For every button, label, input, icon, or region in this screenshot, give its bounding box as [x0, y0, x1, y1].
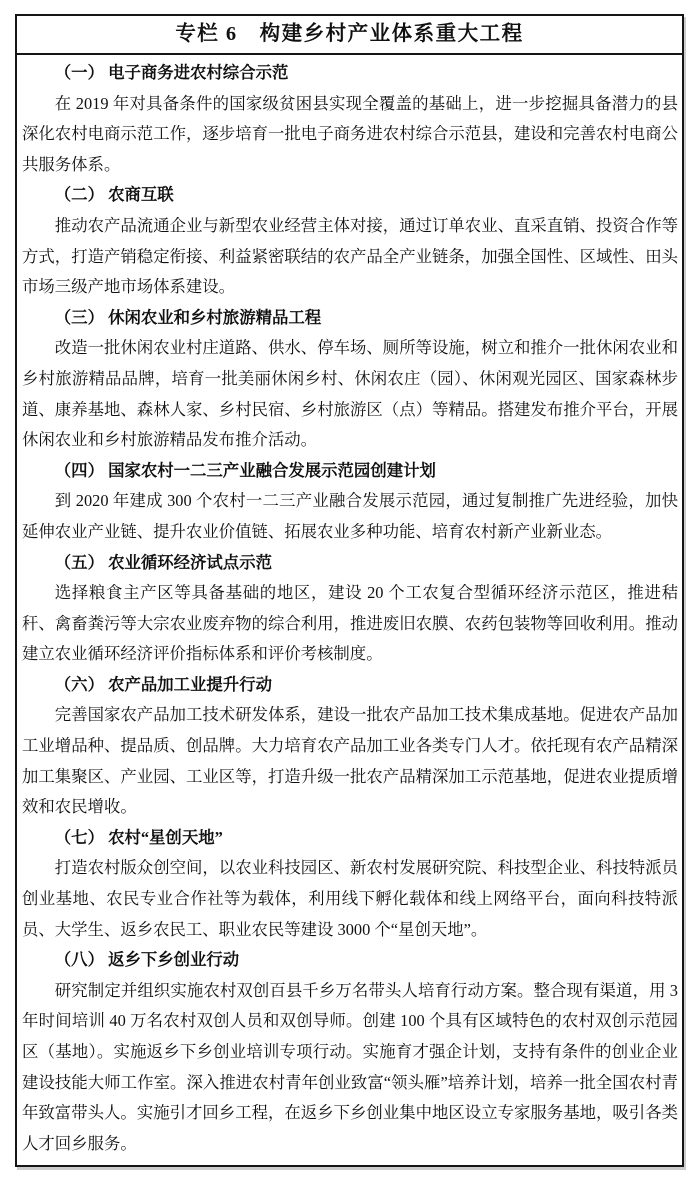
column-6-textbox	[15, 14, 684, 1167]
section-1-paragraph: 在 2019 年对具备条件的国家级贫困县实现全覆盖的基础上，进一步挖掘具备潜力的县深化农村电商示范工作，逐步培育一批电子商务进农村综合示范县，建设和完善农村电商公共服务体系。	[22, 93, 678, 174]
section-7-heading: （七） 农村“星创天地”	[54, 827, 223, 847]
section-5-heading: （五） 农业循环经济试点示范	[54, 552, 272, 572]
section-7-paragraph: 打造农村版众创空间，以农业科技园区、新农村发展研究院、科技型企业、科技特派员创业基地、农民专业合作社等为载体，利用线下孵化载体和线上网络平台，面向科技特派员、大学生、返乡农民工、职业农民等建设 3000 个“星创天地”。	[22, 858, 678, 939]
section-3	[22, 303, 678, 456]
section-2-heading: （二） 农商互联	[54, 185, 174, 205]
section-2-paragraph: 推动农产品流通企业与新型农业经营主体对接，通过订单农业、直采直销、投资合作等方式，打造产销稳定衔接、利益紧密联结的农产品全产业链条，加强全国性、区域性、田头市场三级产地市场体系建设。	[22, 215, 678, 297]
section-6-paragraph: 完善国家农产品加工技术研发体系，建设一批农产品加工技术集成基地。促进农产品加工业增品种、提品质、创品牌。大力培育农产品加工业各类专门人才。依托现有农产品精深加工集聚区、产业园、工业区等，打造升级一批农产品精深加工示范基地，促进农业提质增效和农民增收。	[22, 705, 678, 817]
section-6	[22, 670, 678, 823]
section-5	[22, 548, 678, 670]
section-4-heading: （四） 国家农村一二三产业融合发展示范园创建计划	[54, 460, 436, 480]
section-4	[22, 456, 678, 548]
box-body	[17, 55, 682, 1159]
section-3-heading: （三） 休闲农业和乡村旅游精品工程	[54, 307, 322, 327]
section-8-heading: （八） 返乡下乡创业行动	[54, 950, 240, 970]
section-3-paragraph: 改造一批休闲农业村庄道路、供水、停车场、厕所等设施，树立和推介一批休闲农业和乡村旅游精品品牌，培育一批美丽休闲乡村、休闲农庄（园）、休闲观光园区、国家森林步道、康养基地、森林人家、乡村民宿、乡村旅游区（点）等精品。搭建发布推介平台，开展休闲农业和乡村旅游精品发布推介活动。	[22, 338, 678, 450]
section-7	[22, 823, 678, 945]
section-1-heading: （一） 电子商务进农村综合示范	[54, 63, 289, 82]
section-2	[22, 180, 678, 302]
section-5-paragraph: 选择粮食主产区等具备基础的地区，建设 20 个工农复合型循环经济示范区，推进秸秆、禽畜粪污等大宗农业废弃物的综合利用，推进废旧农膜、农药包装物等回收利用。推动建立农业循环经济评价指标体系和评价考核制度。	[22, 583, 678, 664]
section-4-paragraph: 到 2020 年建成 300 个农村一二三产业融合发展示范园，通过复制推广先进经验，加快延伸农业产业链、提升农业价值链、拓展农业多种功能、培育农村新产业新业态。	[22, 491, 678, 541]
section-8	[22, 945, 678, 1159]
section-8-paragraph: 研究制定并组织实施农村双创百县千乡万名带头人培育行动方案。整合现有渠道，用 3 年时间培训 40 万名农村双创人员和双创导师。创建 100 个具有区域特色的农村双创示范园区（基地）。实施返乡下乡创业培训专项行动。实施育才强企计划，支持有条件的创业企业建设技能大师工作室。深入推进农村青年创业致富“领头雁”培养计划，培养一批全国农村青年致富带头人。实施引才回乡工程，在返乡下乡创业集中地区设立专家服务基地，吸引各类人才回乡服务。	[22, 980, 678, 1153]
section-6-heading: （六） 农产品加工业提升行动	[54, 674, 272, 694]
section-1	[22, 58, 678, 180]
box-title: 专栏 6 构建乡村产业体系重大工程	[17, 16, 682, 55]
